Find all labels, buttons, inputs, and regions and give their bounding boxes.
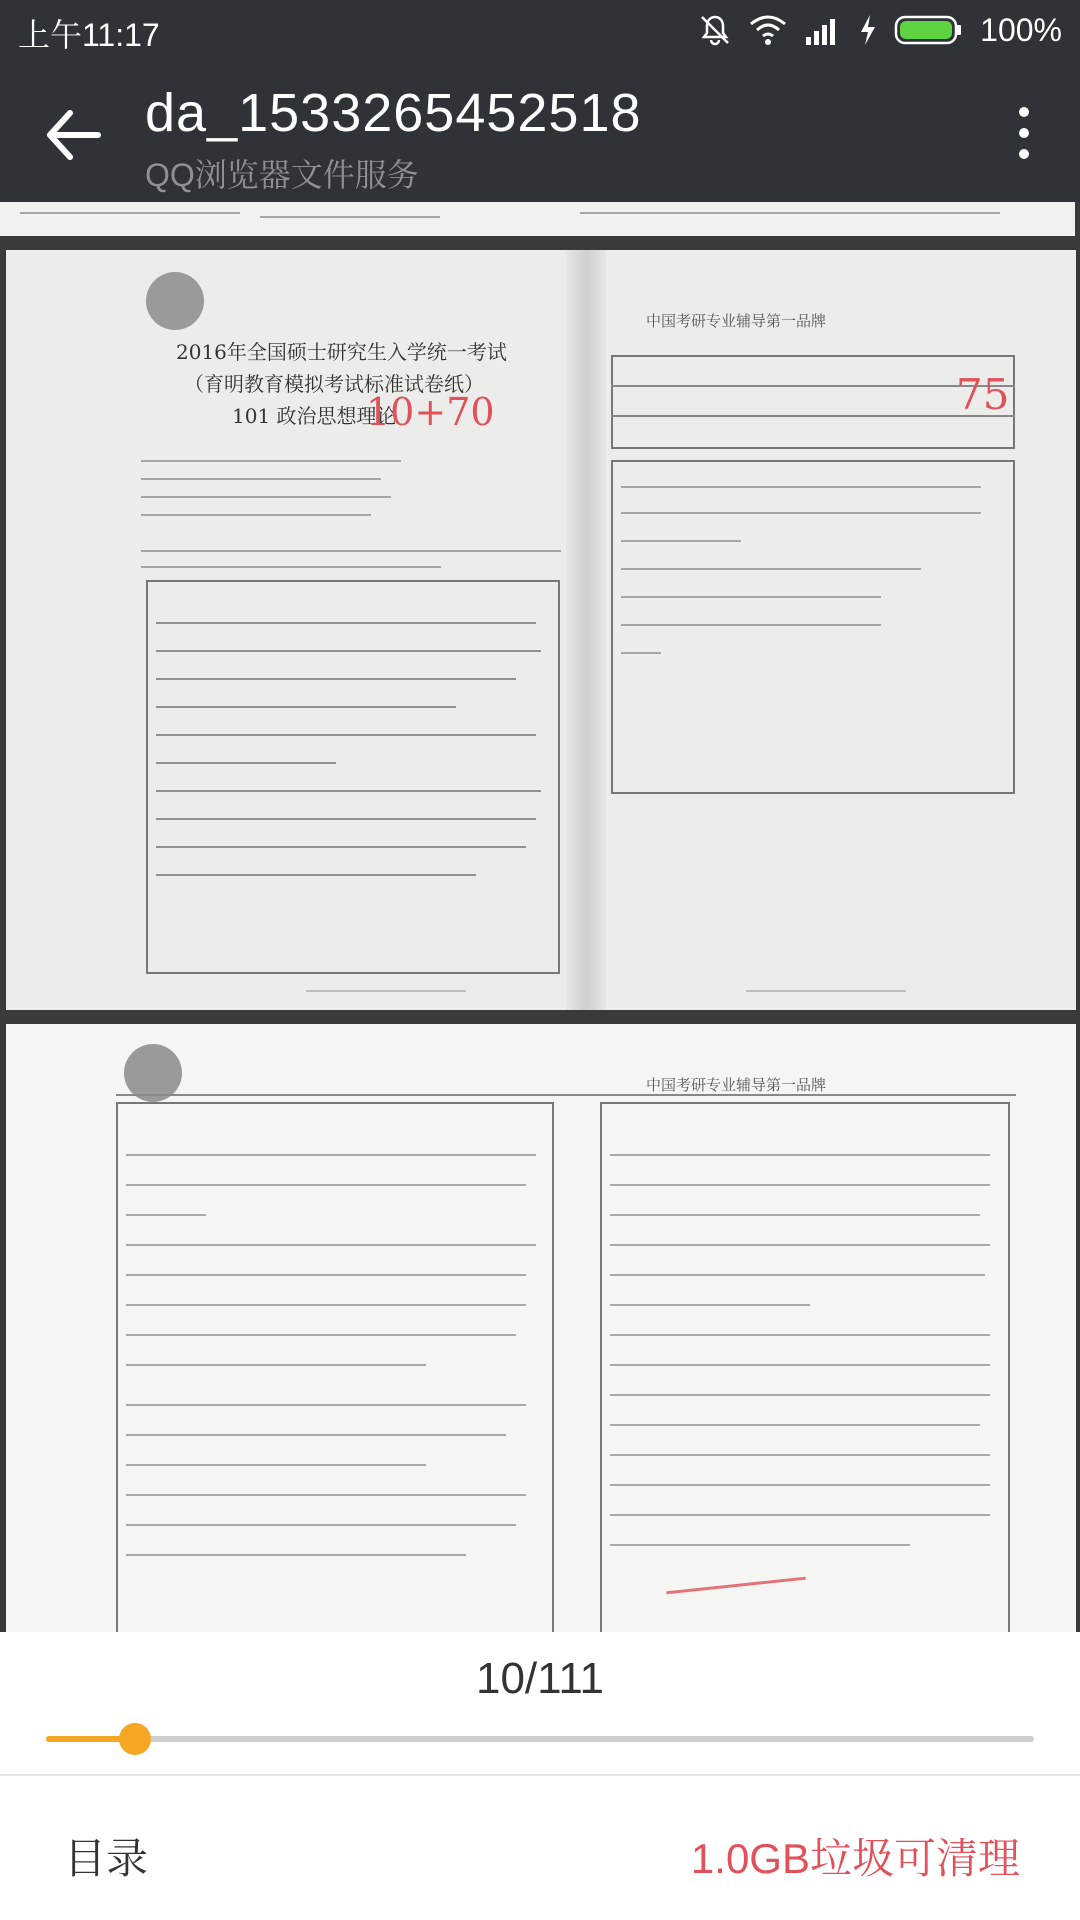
more-vert-icon[interactable] xyxy=(996,98,1052,168)
score-table xyxy=(611,355,1015,449)
exam-logo xyxy=(146,272,204,330)
page-header-right-next: 中国考研专业辅导第一品牌 xyxy=(646,1076,827,1094)
red-score-note: 10+70 xyxy=(366,390,495,434)
page-next xyxy=(6,1024,1076,1632)
charging-icon xyxy=(858,13,878,47)
toc-button[interactable]: 目录 xyxy=(64,1835,149,1882)
document-viewer[interactable] xyxy=(0,202,1080,1632)
document-title: da_1533265452518 xyxy=(145,83,642,143)
answer-box-35 xyxy=(116,1102,554,1632)
bottom-bar xyxy=(0,1776,1080,1920)
clean-junk-link[interactable]: 1.0GB垃圾可清理 xyxy=(690,1835,1020,1882)
bell-off-icon xyxy=(698,13,732,47)
battery-percent: 100% xyxy=(980,11,1062,48)
exam-heading-3: 101 政治思想理论 xyxy=(232,404,397,428)
status-time: 上午11:17 xyxy=(18,17,160,53)
exam-heading-2: （育明教育模拟考试标准试卷纸） xyxy=(184,372,484,396)
page-slider-thumb[interactable] xyxy=(119,1723,151,1755)
exam-heading-1: 2016年全国硕士研究生入学统一考试 xyxy=(176,340,507,364)
answer-box-left xyxy=(146,580,560,974)
page-indicator: 10/111 xyxy=(475,1654,605,1703)
wifi-icon xyxy=(748,13,788,47)
page-slider-track[interactable] xyxy=(46,1736,1034,1742)
page-current xyxy=(6,250,1076,1010)
status-icons xyxy=(698,8,1062,52)
document-subtitle: QQ浏览器文件服务 xyxy=(145,157,419,193)
answer-box-right xyxy=(611,460,1015,794)
battery-icon xyxy=(894,13,964,47)
page-prev xyxy=(0,202,1075,236)
app-bar xyxy=(0,60,1080,202)
page-controls xyxy=(0,1632,1080,1774)
answer-box-36 xyxy=(600,1102,1010,1632)
red-total-score: 75 xyxy=(956,370,1010,419)
page-header-right: 中国考研专业辅导第一品牌 xyxy=(646,312,827,330)
status-bar xyxy=(0,0,1080,60)
arrow-left-icon[interactable] xyxy=(40,100,110,170)
signal-icon xyxy=(804,13,842,47)
